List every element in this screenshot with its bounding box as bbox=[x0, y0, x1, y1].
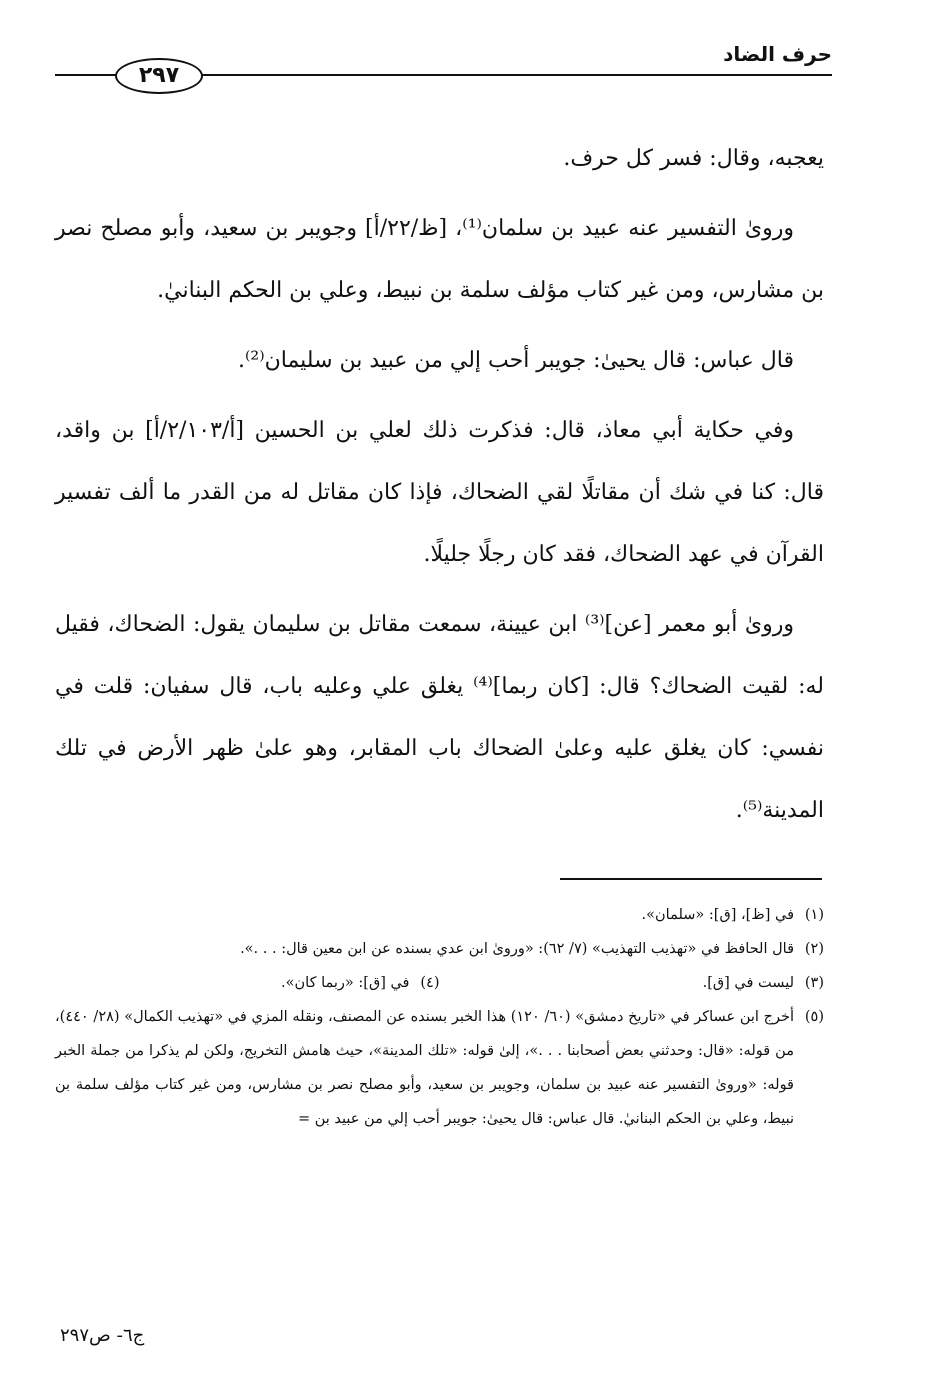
footnote-number: (٣) bbox=[804, 975, 824, 991]
footnote-text: في [ق]: «ربما كان». bbox=[281, 975, 410, 991]
footnote-4 bbox=[55, 966, 440, 1000]
footnote-2 bbox=[55, 932, 824, 966]
main-text bbox=[55, 128, 824, 850]
footnote-text: في [ظ]، [ق]: «سلمان». bbox=[641, 907, 794, 923]
footnote-number: (٤) bbox=[420, 975, 440, 991]
paragraph-5: وروىٰ أبو معمر [عن]⁽³⁾ ابن عيينة، سمعت مقاتل بن سليمان يقول: الضحاك، فقيل له: لقيت الضحاك؟ قال: [كان ربما]⁽⁴⁾ يغلق علي وعليه باب، قال سفيان: قلت في نفسي: كان يغلق عليه وعلىٰ الضحاك باب المقابر، وهو علىٰ ظهر الأرض في تلك المدينة⁽⁵⁾. bbox=[55, 612, 824, 823]
paragraph-3: قال عباس: قال يحيىٰ: جويبر أحب إلي من عبيد بن سليمان⁽²⁾. bbox=[237, 348, 794, 373]
footnote-number: (٢) bbox=[804, 941, 824, 957]
footnote-text: أخرج ابن عساكر في «تاريخ دمشق» (٦٠/ ١٢٠) هذا الخبر بسنده عن المصنف، ونقله المزي في «تهذيب الكمال» (٢٨/ ٤٤٠)، من قوله: «قال: وحدثني بعض أصحابنا . . .»، إلىٰ قوله: «تلك المدينة»، حيث هامش التخريج، ولكن لم يذكرا من جملة الخبر قوله: «وروىٰ التفسير عنه عبيد بن سلمان، وجويبر بن سعيد، وأبو مصلح نصر بن مشارس، ومن غير كتاب مؤلف سلمة بن نبيط، وعلي بن الحكم البنانيٰ. قال عباس: قال يحيىٰ: جويبر أحب إلي من عبيد بن = bbox=[55, 1009, 795, 1127]
footnote-row-3-4 bbox=[55, 966, 824, 1000]
footnote-3 bbox=[440, 966, 825, 1000]
paragraph-4: وفي حكاية أبي معاذ، قال: فذكرت ذلك لعلي بن الحسين [أ/٢/١٠٣/أ] بن واقد، قال: كنا في شك أن مقاتلًا لقي الضحاك، فإذا كان مقاتل له من القدر ما ألف تفسير القرآن في عهد الضحاك، فقد كان رجلًا جليلًا. bbox=[55, 418, 824, 567]
paragraph-2: وروىٰ التفسير عنه عبيد بن سلمان⁽¹⁾، [ظ/٢٢/أ] وجويبر بن سعيد، وأبو مصلح نصر بن مشارس، ومن غير كتاب مؤلف سلمة بن نبيط، وعلي بن الحكم البنانيٰ. bbox=[55, 216, 824, 303]
footnote-text: ليست في [ق]. bbox=[702, 975, 794, 991]
paragraph-1: يعجبه، وقال: فسر كل حرف. bbox=[563, 146, 824, 171]
footnotes bbox=[55, 898, 824, 1136]
footnote-1 bbox=[55, 898, 824, 932]
footnote-text: قال الحافظ في «تهذيب التهذيب» (٧/ ٦٢): «وروىٰ ابن عدي بسنده عن ابن معين قال: . . .». bbox=[240, 941, 794, 957]
footnote-number: (١) bbox=[804, 907, 824, 923]
footnote-5 bbox=[55, 1000, 824, 1136]
running-title: حرف الضاد bbox=[723, 42, 832, 66]
page-number-badge: ٢٩٧ bbox=[115, 58, 203, 94]
footnote-separator bbox=[560, 878, 822, 880]
volume-page-reference: ج٦- ص٢٩٧ bbox=[60, 1325, 145, 1346]
page-header bbox=[55, 38, 832, 108]
footnote-number: (٥) bbox=[804, 1009, 824, 1025]
